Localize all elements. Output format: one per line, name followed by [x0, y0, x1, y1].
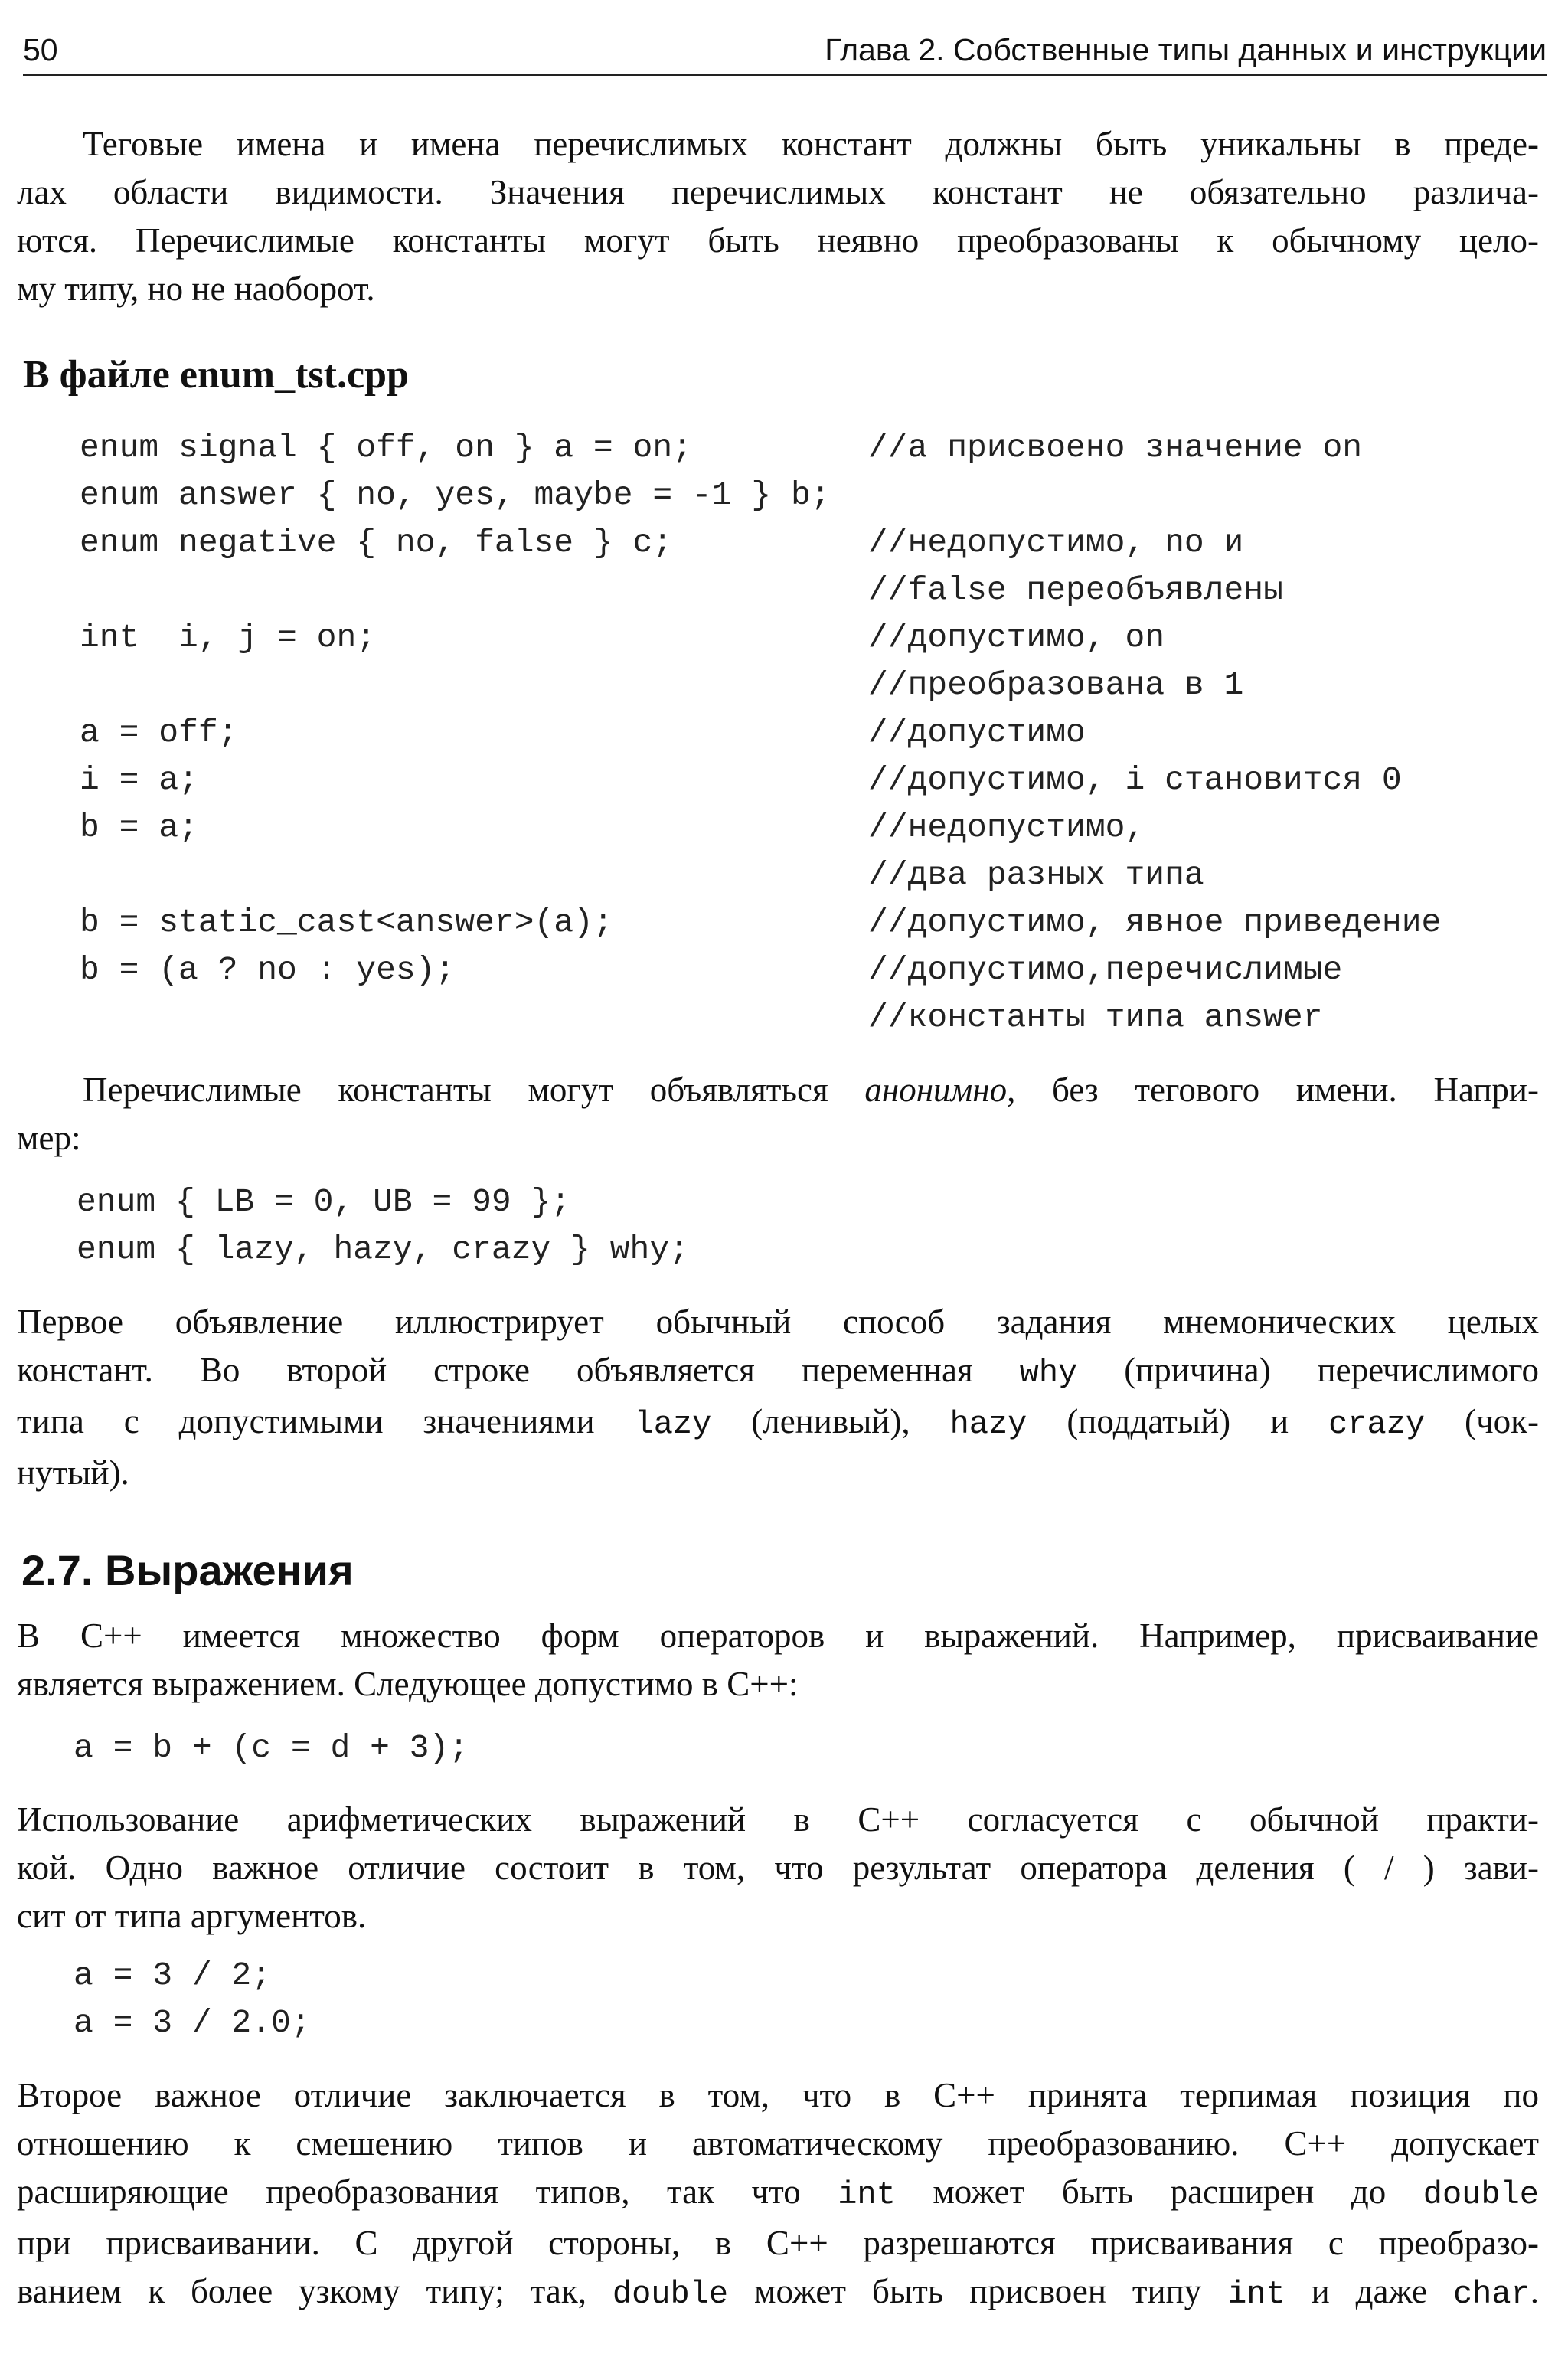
code-line: enum negative { no, false } c; [80, 524, 673, 561]
paragraph-arithmetic: Использование арифметических выражений в C++ согласуется с обычной практи- кой. Одно важное отличие состоит в том, что результат оператора деления ( / ) зави- сит от типа аргументов. [17, 1800, 1539, 1935]
inline-code: lazy [634, 1406, 712, 1443]
inline-code: char [1452, 2276, 1530, 2313]
code-line: b = static_cast<answer>(a); [80, 904, 613, 941]
code-comment: //константы типа answer [868, 999, 1323, 1036]
inline-code: crazy [1328, 1406, 1426, 1443]
chapter-title: Глава 2. Собственные типы данных и инструкции [825, 32, 1547, 67]
code-line: enum { LB = 0, UB = 99 }; [77, 1183, 571, 1221]
inline-code: why [1019, 1355, 1078, 1391]
code-block-division [74, 1957, 609, 2056]
inline-code: double [1423, 2176, 1539, 2213]
code-line: enum signal { off, on } a = on; [80, 429, 692, 466]
paragraph-mnemonic-constants: Первое объявление иллюстрирует обычный способ задания мнемонических целых констант. Во второй строке объявляется переменная why (причина) перечислимого типа с допустимыми значениями lazy (ленивый), hazy (поддатый) и crazy (чок- нутый). [17, 1303, 1539, 1492]
code-line: enum answer { no, yes, maybe = -1 } b; [80, 476, 831, 514]
code-comment: //a присвоено значение on [868, 429, 1363, 466]
file-heading: В файле enum_tst.cpp [23, 353, 409, 397]
section-heading: 2.7. Выражения [21, 1546, 354, 1594]
paragraph-expressions-intro: В C++ имеется множество форм операторов и выражений. Например, присваивание является выражением. Следующее допустимо в C++: [17, 1617, 1539, 1703]
code-line: a = 3 / 2.0; [74, 2004, 311, 2042]
code-comment: //допустимо, on [868, 619, 1165, 656]
page-header [23, 28, 1547, 76]
code-line: i = a; [80, 761, 198, 799]
code-line: b = (a ? no : yes); [80, 951, 456, 989]
code-line: int i, j = on; [80, 619, 377, 656]
code-line: a = b + (c = d + 3); [74, 1729, 469, 1767]
code-line: a = off; [80, 714, 238, 751]
code-line: enum { lazy, hazy, crazy } why; [77, 1231, 689, 1268]
code-comment: //допустимо [868, 714, 1086, 751]
inline-code: hazy [949, 1406, 1027, 1443]
code-line: b = a; [80, 809, 198, 846]
code-line: a = 3 / 2; [74, 1957, 272, 1994]
code-comment: //допустимо, i становится 0 [868, 761, 1402, 799]
inline-code: double [612, 2276, 729, 2313]
inline-code: int [838, 2176, 896, 2213]
inline-code: int [1227, 2276, 1285, 2313]
code-comment: //допустимо, явное приведение [868, 904, 1442, 941]
code-comment: //false переобъявлены [868, 571, 1283, 609]
code-block-enum-tst [80, 429, 1550, 1057]
code-comment: //недопустимо, [868, 809, 1145, 846]
code-comment: //два разных типа [868, 856, 1204, 894]
paragraph-anonymous-enum: Перечислимые константы могут объявляться анонимно, без тегового имени. Напри- мер: [17, 1071, 1540, 1157]
code-block-anonymous-enum [77, 1183, 995, 1283]
italic-term: анонимно [864, 1071, 1008, 1109]
paragraph-tag-names: Теговые имена и имена перечислимых констант должны быть уникальны в преде- лах области видимости. Значения перечислимых констант не обязательно различа- ются. Перечислимые константы могут быть неявно преобразованы к обычному цело- му типу, но не наоборот. [17, 125, 1539, 308]
paragraph-type-conversion: Второе важное отличие заключается в том, что в C++ принята терпимая позиция по отношению к смешению типов и автоматическому преобразованию. C++ допускает расширяющие преобразования типов, так что int может быть расширен до double при присваивании. С другой стороны, в C++ разрешаются присваивания с преобразо- ванием к более узкому типу; так, double может быть присвоен типу int и даже char. [17, 2076, 1540, 2313]
code-comment: //преобразована в 1 [868, 666, 1244, 704]
page-number: 50 [23, 32, 58, 67]
code-comment: //недопустимо, no и [868, 524, 1244, 561]
code-comment: //допустимо,перечислимые [868, 951, 1343, 989]
code-block-assignment [74, 1729, 763, 1777]
